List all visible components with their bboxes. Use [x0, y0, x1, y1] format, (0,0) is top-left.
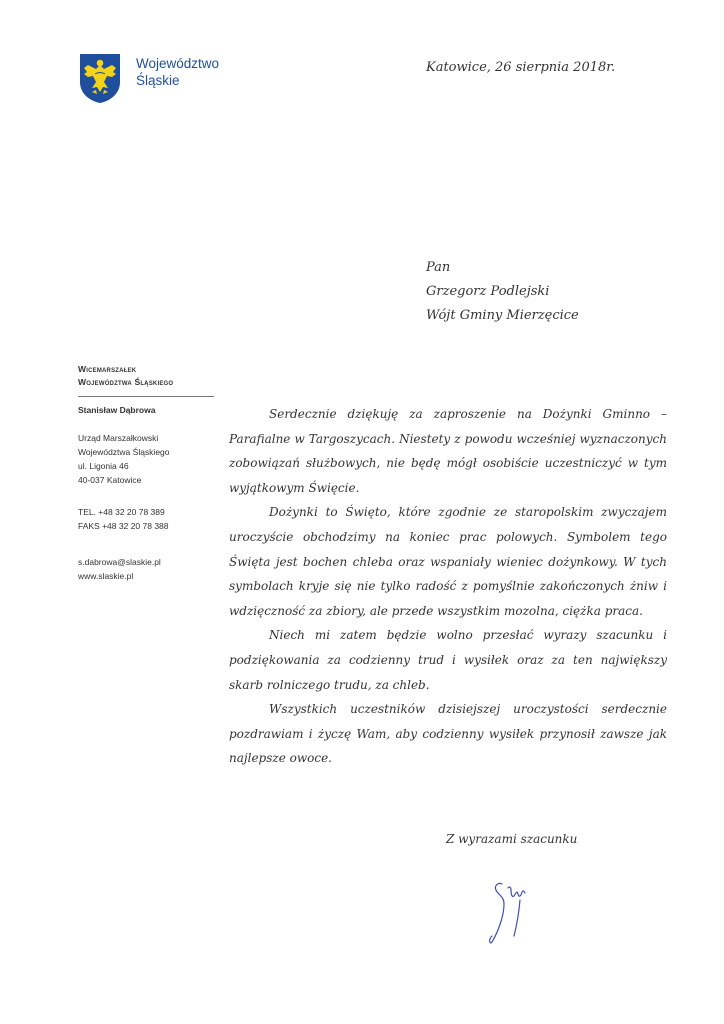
letter-paragraph: Dożynki to Święto, które zgodnie ze staropolskim zwyczajem uroczyście obchodzimy na koniec prac polowych. Symbolem tego Święta jest bochen chleba oraz wspaniały wieniec dożynkowy. W tych symbolach kryje się nie tylko radość z pomyślnie zakończonych żniw i wdzięczność za zbiory, ale przede wszystkim mozolna, ciężka praca.	[229, 505, 667, 618]
sender-name: Stanisław Dąbrowa	[78, 405, 156, 415]
letter-body	[229, 402, 667, 771]
recipient-name: Grzegorz Podlejski	[426, 284, 550, 299]
silesian-eagle-coat-of-arms-icon	[78, 52, 122, 104]
voivodeship-logo	[78, 52, 238, 104]
sender-address	[78, 431, 214, 487]
letter-paragraph: Serdecznie dziękuję za zaproszenie na Dożynki Gminno – Parafialne w Targoszycach. Niestety z powodu wcześniej wyznaczonych zobowiązań służbowych, nie będę mógł osobiście uczestniczyć w tym wyjątkowym Święcie.	[229, 407, 667, 495]
recipient-block	[426, 256, 579, 328]
recipient-salutation: Pan	[426, 260, 451, 275]
address-line: 40-037 Katowice	[78, 475, 142, 485]
sender-phones	[78, 505, 214, 533]
brand-line-2: Śląskie	[136, 73, 180, 88]
sender-sidebar	[78, 363, 214, 583]
recipient-title: Wójt Gminy Mierzęcice	[426, 308, 579, 323]
sender-contacts	[78, 555, 214, 583]
handwritten-signature-icon	[484, 878, 544, 948]
address-line: ul. Ligonia 46	[78, 461, 129, 471]
sender-title-line-1: Wicemarszałek	[78, 364, 137, 374]
address-line: Urząd Marszałkowski	[78, 433, 159, 443]
sender-title-line-2: Województwa Śląskiego	[78, 377, 174, 387]
letter-date: Katowice, 26 sierpnia 2018r.	[426, 60, 616, 75]
website-link[interactable]: www.slaskie.pl	[78, 571, 134, 581]
phone-number: TEL. +48 32 20 78 389	[78, 507, 165, 517]
fax-number: FAKS +48 32 20 78 388	[78, 521, 169, 531]
email-link[interactable]: s.dabrowa@slaskie.pl	[78, 557, 161, 567]
letter-closing: Z wyrazami szacunku	[446, 832, 578, 846]
brand-name	[136, 55, 219, 89]
address-line: Województwa Śląskiego	[78, 447, 170, 457]
brand-line-1: Województwo	[136, 56, 220, 71]
letter-paragraph: Niech mi zatem będzie wolno przesłać wyrazy szacunku i podziękowania za codzienny trud i wysiłek oraz za ten największy skarb rolniczego trudu, za chleb.	[229, 628, 667, 692]
sidebar-divider	[78, 396, 214, 397]
letter-paragraph: Wszystkich uczestników dzisiejszej uroczystości serdecznie pozdrawiam i życzę Wam, aby codzienny wysiłek przynosił zawsze jak najlepsze owoce.	[229, 702, 667, 766]
